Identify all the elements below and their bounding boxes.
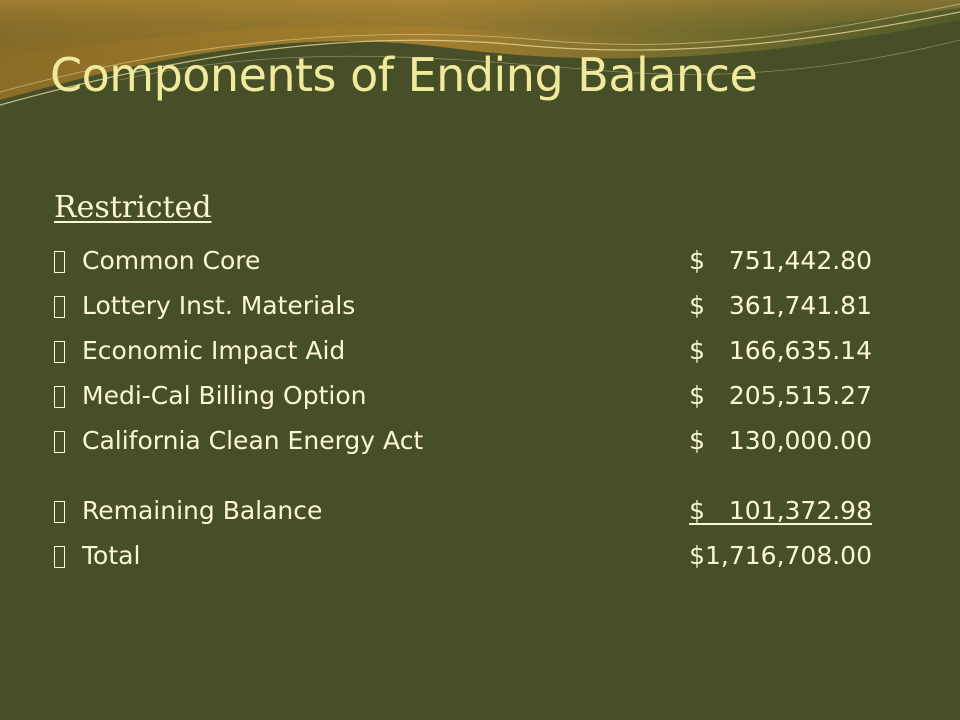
square-bullet-icon [54,386,65,408]
slide-title: Components of Ending Balance [50,48,758,102]
square-bullet-icon [54,251,65,273]
item-label: Common Core [82,246,261,275]
square-bullet-icon [54,296,65,318]
item-amount: $1,716,708.00 [689,541,872,570]
list-item-remaining-balance [54,496,872,530]
item-label: Lottery Inst. Materials [82,291,356,320]
item-label: Economic Impact Aid [82,336,346,365]
list-item [54,246,872,280]
item-label: Medi-Cal Billing Option [82,381,367,410]
list-item-total [54,541,872,575]
item-amount: $ 751,442.80 [689,246,872,275]
item-amount: $ 166,635.14 [689,336,872,365]
list-item [54,381,872,415]
item-amount: $ 130,000.00 [689,426,872,455]
list-item [54,336,872,370]
list-item [54,291,872,325]
square-bullet-icon [54,341,65,363]
square-bullet-icon [54,546,65,568]
item-label: Remaining Balance [82,496,323,525]
item-label: California Clean Energy Act [82,426,424,455]
square-bullet-icon [54,501,65,523]
square-bullet-icon [54,431,65,453]
item-amount: $ 361,741.81 [689,291,872,320]
list-item [54,426,872,460]
section-heading-restricted: Restricted [54,190,212,225]
item-amount: $ 205,515.27 [689,381,872,410]
item-label: Total [82,541,141,570]
item-amount: $ 101,372.98 [689,496,872,525]
